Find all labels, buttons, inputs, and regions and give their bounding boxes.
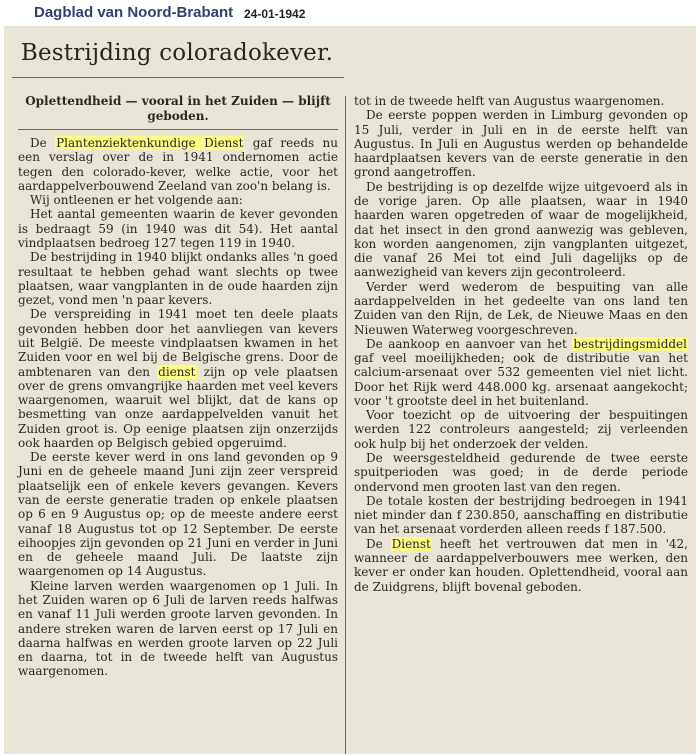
paragraph: De eerste poppen werden in Limburg gevonden op 15 Juli, verder in Juli en in de eerste helft van Augustus. In Juli en Augustus werden op behandelde haardplaatsen kevers van de eerste generatie in den grond aangetroffen. bbox=[354, 108, 688, 180]
paragraph: De Dienst heeft het vertrouwen dat men in '42, wanneer de aardappelverbouwers mee werken, den kever er onder kan houden. Oplettendheid, vooral aan de Zuidgrens, blijft bovenal geboden. bbox=[354, 536, 688, 594]
newspaper-name: Dagblad van Noord-Brabant bbox=[34, 4, 234, 21]
paragraph: Kleine larven werden waargenomen op 1 Juli. In het Zuiden waren op 6 Juli de larven reeds halfwas en vanaf 11 Juli werden groote larven gevonden. In andere streken waren de larven eerst op 17 Juli en daarna halfwas en werden groote larven op 22 Juli en daarna, tot in de tweede helft van Augustus waargenomen. bbox=[18, 578, 338, 679]
paragraph: De aankoop en aanvoer van het bestrijdingsmiddel gaf veel moeilijkheden; ook de distributie van het calcium-arsenaat over 532 gemeenten viel niet licht. Door het Rijk werd 448.000 kg. arsenaat aangekocht; voor 't grootste deel in het buitenland. bbox=[354, 336, 688, 408]
paragraph: Het aantal gemeenten waarin de kever gevonden is bedraagt 59 (in 1940 was dit 54). Het aantal vindplaatsen bedroeg 127 tegen 119 in 1940. bbox=[18, 207, 338, 250]
paragraph: Verder werd wederom de bespuiting van alle aardappelvelden in het gedeelte van ons land ten Zuiden van den Rijn, de Lek, de Nieuwe Maas en den Nieuwen Waterweg voorgeschreven. bbox=[354, 279, 688, 337]
article-subheadline: Oplettendheid — vooral in het Zuiden — blijft geboden. bbox=[18, 94, 338, 130]
column-divider bbox=[345, 96, 346, 754]
paragraph: De verspreiding in 1941 moet ten deele plaats gevonden hebben door het aanvliegen van kevers uit België. De meeste vindplaatsen kwamen in het Zuiden voor en wel bij de Belgische grens. Door de ambtenaren van den dienst zijn op vele plaatsen over de grens omvangrijke haarden met veel kevers waargenomen, waaruit wel blijkt, dat de kans op besmetting van onze aardappelvelden vanuit het Zuiden groot is. Op eenige plaatsen zijn onzerzijds ook haarden op Belgisch gebied opgeruimd. bbox=[18, 307, 338, 450]
highlighted-term: bestrijdingsmiddel bbox=[573, 336, 687, 351]
source-bar bbox=[0, 0, 700, 26]
article-column-1 bbox=[18, 94, 338, 679]
highlighted-term: dienst bbox=[158, 364, 196, 379]
newspaper-clipping bbox=[4, 26, 696, 754]
paragraph: De bestrijding is op dezelfde wijze uitgevoerd als in de vorige jaren. Op alle plaatsen, waar in 1940 haarden waren opgetreden of waar de mogelijkheid, dat het insect in den grond aanwezig was gebleven, kon worden aangenomen, zijn vangplanten uitgezet, die vanaf 26 Mei tot eind Juli dagelijks op de aanwezigheid van kevers zijn gecontroleerd. bbox=[354, 179, 688, 280]
paragraph: De Plantenziektenkundige Dienst gaf reeds nu een verslag over de in 1941 ondernomen actie tegen den colorado-kever, welke actie, voor het aardappelverbouwend Zeeland van zoo'n belang is. bbox=[18, 136, 338, 193]
paragraph: De eerste kever werd in ons land gevonden op 9 Juni en de geheele maand Juni zijn zeer verspreid plaatselijk een of enkele kevers gevangen. Kevers van de eerste generatie traden op enkele plaatsen op 6 en 9 Augustus op; op de meeste andere eerst vanaf 18 Augustus tot op 12 September. De eerste eihoopjes zijn gevonden op 21 Juni en verder in Juni en de geheele maand Juli. De laatste zijn waargenomen op 14 Augustus. bbox=[18, 450, 338, 579]
highlighted-term: Plantenziektenkundige Dienst bbox=[56, 136, 244, 150]
paragraph: tot in de tweede helft van Augustus waargenomen. bbox=[354, 94, 665, 108]
headline-rule bbox=[12, 77, 344, 78]
paragraph: Voor toezicht op de uitvoering der bespuitingen werden 122 controleurs aangesteld; zij verleenden ook hulp bij het onderzoek der velden. bbox=[354, 408, 688, 451]
article-headline: Bestrijding coloradokever. bbox=[20, 40, 334, 66]
paragraph: De totale kosten der bestrijding bedroegen in 1941 niet minder dan f 230.850, aanschaffing en distributie van het arsenaat vorderden alleen reeds f 187.500. bbox=[354, 493, 688, 537]
paragraph: De weersgesteldheid gedurende de twee eerste spuitperioden was goed; in de derde periode ondervond men grooten last van den regen. bbox=[354, 451, 688, 494]
publication-date: 24-01-1942 bbox=[244, 7, 306, 21]
highlighted-term: Dienst bbox=[391, 536, 431, 551]
article-column-2 bbox=[354, 94, 688, 594]
paragraph: De bestrijding in 1940 blijkt ondanks alles 'n goed resultaat te hebben gehad want slechts op twee plaatsen, waar vangplanten in de oude haarden zijn gezet, vond men 'n paar kevers. bbox=[18, 250, 338, 308]
paragraph: Wij ontleenen er het volgende aan: bbox=[30, 193, 243, 208]
